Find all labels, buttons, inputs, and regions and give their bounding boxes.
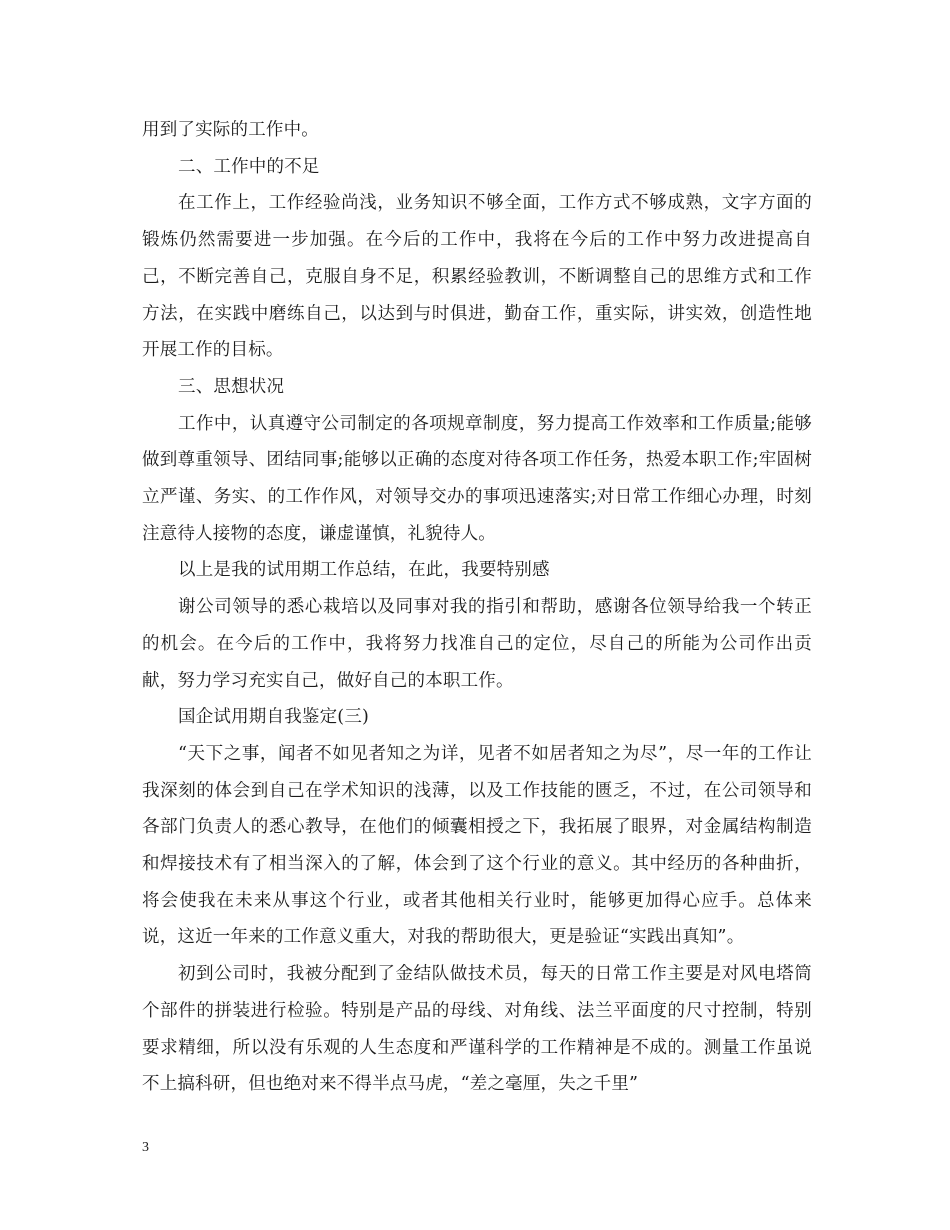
paragraph-shortcomings: 在工作上，工作经验尚浅，业务知识不够全面，工作方式不够成熟，文字方面的锻炼仍然需要进一步加强。在今后的工作中，我将在今后的工作中努力改进提高自己，不断完善自己，克服自身不足，积累经验教训，不断调整自己的思维方式和工作方法，在实践中磨练自己，以达到与时俱进，勤奋工作，重实际，讲实效，创造性地开展工作的目标。 bbox=[142, 193, 812, 361]
paragraph-continuation: 用到了实际的工作中。 bbox=[142, 120, 319, 140]
section-heading-shortcomings: 二、工作中的不足 bbox=[178, 156, 320, 177]
section-heading-thoughts: 三、思想状况 bbox=[178, 376, 285, 397]
paragraph-thanks: 谢公司领导的悉心栽培以及同事对我的指引和帮助，感谢各位领导给我一个转正的机会。在今后的工作中，我将努力找准自己的定位，尽自己的所能为公司作出贡献，努力学习充实自己，做好自己的本职工作。 bbox=[142, 597, 812, 691]
paragraph-first-job: 初到公司时，我被分配到了金结队做技术员，每天的日常工作主要是对风电塔筒个部件的拼装进行检验。特别是产品的母线、对角线、法兰平面度的尺寸控制，特别要求精细，所以没有乐观的人生态度和严谨科学的工作精神是不成的。测量工作虽说不上搞科研，但也绝对来不得半点马虎，“差之毫厘，失之千里” bbox=[142, 964, 812, 1095]
paragraph-quote: “天下之事，闻者不如见者知之为详，见者不如居者知之为尽”，尽一年的工作让我深刻的体会到自己在学术知识的浅薄，以及工作技能的匮乏，不过，在公司领导和各部门负责人的悉心教导，在他们的倾囊相授之下，我拓展了眼界，对金属结构制造和焊接技术有了相当深入的了解，体会到了这个行业的意义。其中经历的各种曲折，将会使我在未来从事这个行业，或者其他相关行业时，能够更加得心应手。总体来说，这近一年来的工作意义重大，对我的帮助很大，更是验证“实践出真知”。 bbox=[142, 743, 812, 948]
document-body bbox=[142, 112, 812, 1103]
paragraph-summary-intro: 以上是我的试用期工作总结，在此，我要特别感 bbox=[178, 560, 550, 581]
section-heading-self-assessment: 国企试用期自我鉴定(三) bbox=[178, 707, 370, 728]
paragraph-thoughts: 工作中，认真遵守公司制定的各项规章制度，努力提高工作效率和工作质量;能够做到尊重领导、团结同事;能够以正确的态度对待各项工作任务，热爱本职工作;牢固树立严谨、务实、的工作作风，对领导交办的事项迅速落实;对日常工作细心办理，时刻注意待人接物的态度，谦虚谨慎，礼貌待人。 bbox=[142, 413, 812, 544]
page-number: 3 bbox=[142, 1140, 149, 1155]
